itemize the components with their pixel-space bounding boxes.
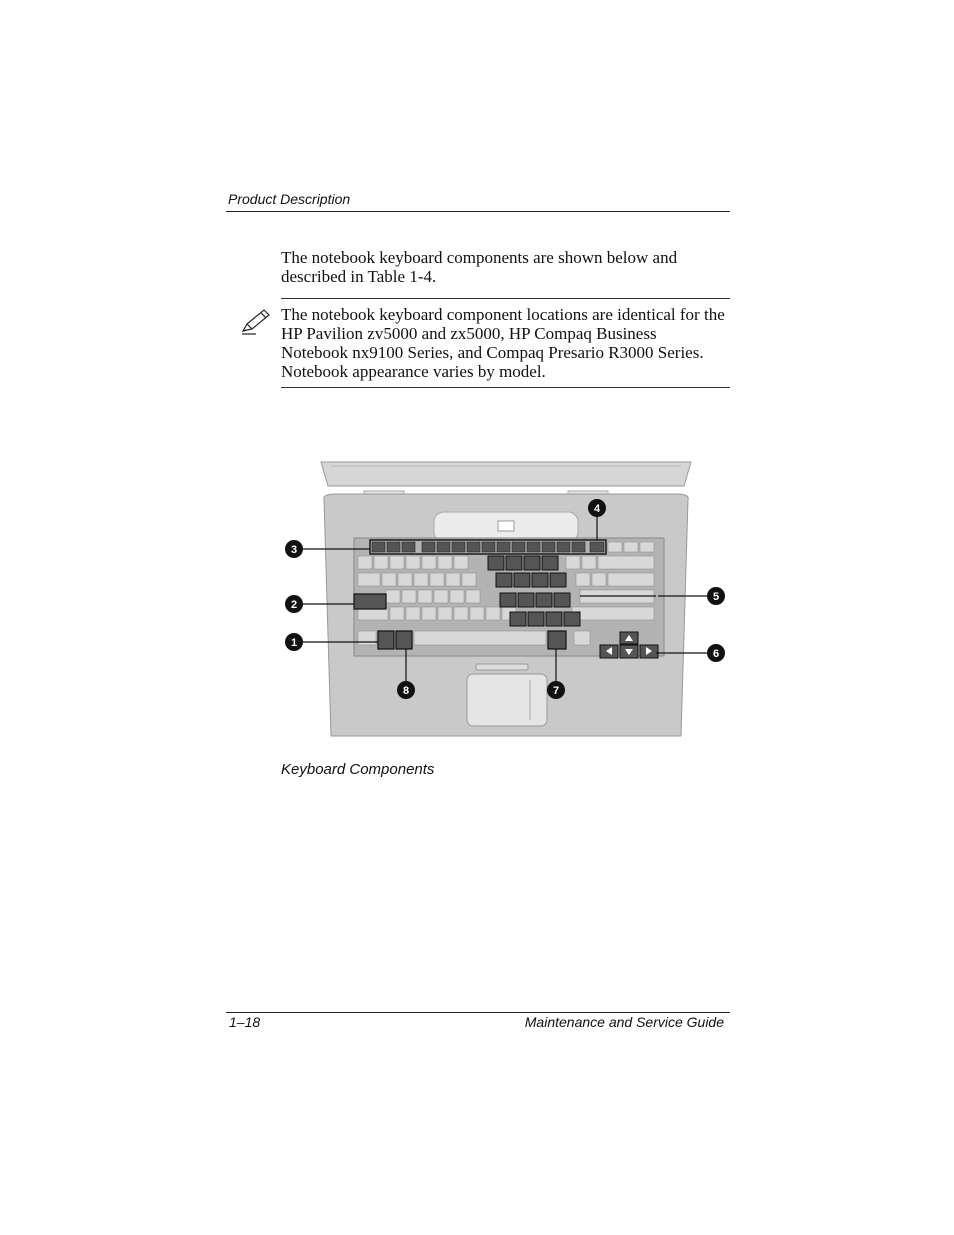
running-header: Product Description: [228, 191, 351, 207]
note-rule-bottom: [281, 387, 730, 388]
callout-8: 8: [402, 685, 410, 697]
page-number: 1–18: [229, 1014, 261, 1030]
callout-5: 5: [712, 591, 720, 603]
keyboard-figure: [276, 456, 736, 740]
intro-paragraph: The notebook keyboard components are shown below and described in Table 1-4.: [281, 248, 678, 286]
figure-caption: Keyboard Components: [281, 761, 435, 778]
note-text: The notebook keyboard component locations are identical for the HP Pavilion zv5000 and zx5000, HP Compaq Business Notebook nx9100 Series, and Compaq Presario R3000 Series. Notebook appearance varies by model.: [281, 305, 725, 381]
callout-1: 1: [290, 637, 298, 649]
callout-7: 7: [552, 685, 560, 697]
footer-rule: [226, 1012, 730, 1013]
guide-title: Maintenance and Service Guide: [524, 1014, 724, 1030]
callout-6: 6: [712, 648, 720, 660]
callout-3: 3: [290, 544, 298, 556]
callout-4: 4: [593, 503, 601, 515]
note-rule-top: [281, 298, 730, 299]
pencil-note-icon: [240, 306, 274, 336]
header-rule: [226, 211, 730, 212]
callout-2: 2: [290, 599, 298, 611]
